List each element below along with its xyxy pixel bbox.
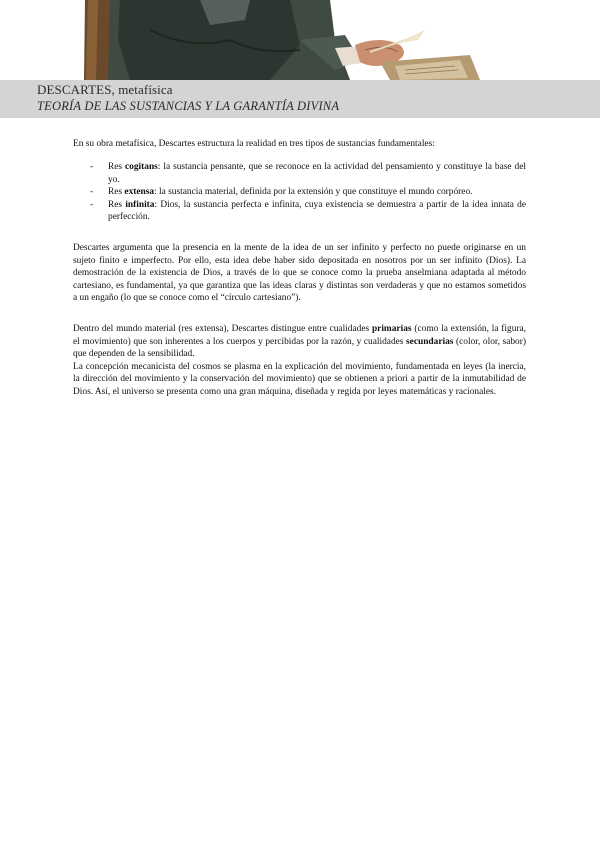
bullet-dash: - <box>90 187 94 198</box>
document-body <box>73 138 526 398</box>
bullet-dash: - <box>90 162 94 173</box>
qualities-paragraph <box>73 323 526 360</box>
substance-text: : la sustancia pensante, que se reconoce en la actividad del pensamiento y constituye la base del yo. <box>108 162 526 185</box>
portrait-illustration <box>0 0 600 80</box>
substances-list <box>73 161 526 223</box>
header-title: DESCARTES, metafísica <box>37 82 173 97</box>
qualities-text: (color, olor, sabor) que dependen de la sensibilidad. <box>73 336 526 360</box>
qualities-term-primary: primarias <box>371 324 412 335</box>
list-item <box>73 199 526 224</box>
qualities-text: (como la extensión, la figura, el movimiento) que son inherentes a los cuerpos y percibidas por la razón, y cualidades <box>73 324 527 347</box>
substance-prefix: Res <box>108 162 126 173</box>
qualities-text: Dentro del mundo material (res extensa), Descartes distingue entre cualidades <box>73 324 372 335</box>
substance-term: cogitans <box>125 162 158 173</box>
intro-paragraph: En su obra metafísica, Descartes estructura la realidad en tres tipos de sustancias fundamentales: <box>73 139 435 149</box>
qualities-term-secondary: secundarias <box>406 336 454 347</box>
god-paragraph: Descartes argumenta que la presencia en la mente de la idea de un ser infinito y perfecto no puede originarse en un sujeto finito e imperfecto. Por ello, esta idea debe haber sido depositada en nosotros por un ser infinito (Dios). La demostración de la existencia de Dios, a través de lo que se conoce como la prueba anselmiana adaptada al método cartesiano, es fundamental, ya que garantiza que las ideas claras y distintas son verdaderas y que no estamos sometidos a un engaño (lo que se conoce como el “círculo cartesiano”). <box>73 243 526 304</box>
substance-prefix: Res <box>108 199 126 210</box>
bullet-dash: - <box>90 199 94 210</box>
list-item <box>73 161 526 186</box>
substance-text: : la sustancia material, definida por la extensión y que constituye el mundo corpóreo. <box>154 187 473 198</box>
substance-term: infinita <box>125 199 155 210</box>
mechanism-paragraph: La concepción mecanicista del cosmos se plasma en la explicación del movimiento, fundamentada en leyes (la inercia, la dirección del movimiento y la conservación del movimiento) que se obtienen a priori a partir de la inmutabilidad de Dios. Así, el universo se presenta como una gran máquina, diseñada y regida por leyes matemáticas y racionales. <box>73 361 526 397</box>
substance-prefix: Res <box>108 187 125 198</box>
list-item <box>73 186 526 198</box>
substance-term: extensa <box>124 187 155 198</box>
header-subtitle: TEORÍA DE LAS SUSTANCIAS Y LA GARANTÍA DIVINA <box>37 99 340 113</box>
substance-text: : Dios, la sustancia perfecta e infinita, cuya existencia se demuestra a partir de la idea innata de perfección. <box>108 199 527 223</box>
